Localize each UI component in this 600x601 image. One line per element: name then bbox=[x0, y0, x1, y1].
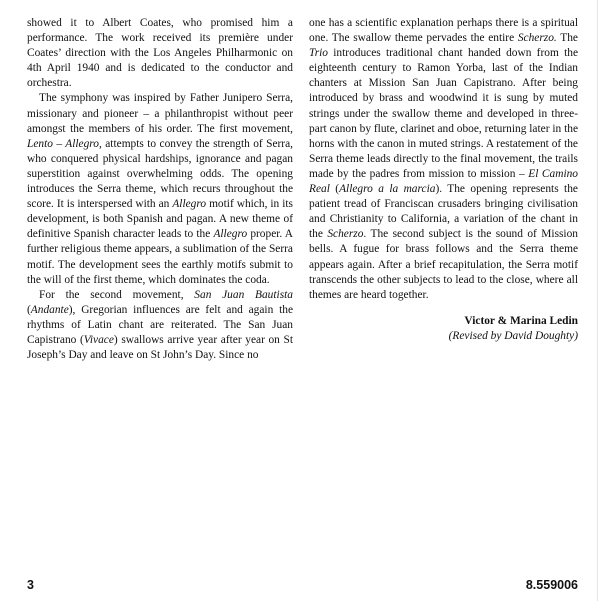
paragraph-text: The bbox=[556, 32, 578, 45]
tempo-term: Vivace bbox=[83, 333, 114, 346]
tempo-term: Andante bbox=[30, 303, 69, 316]
tempo-term: Allegro bbox=[213, 228, 248, 241]
left-text-column bbox=[27, 16, 293, 363]
movement-title: Trio bbox=[309, 47, 328, 60]
movement-title: Lento – Allegro, bbox=[27, 137, 102, 150]
paragraph-scherzo-finale bbox=[309, 16, 578, 303]
movement-title: Scherzo. bbox=[517, 32, 557, 45]
movement-title: El Camino Real bbox=[309, 167, 578, 196]
revision-credit: (Revised by David Doughty) bbox=[448, 329, 578, 342]
movement-title: San Juan Bautista bbox=[194, 288, 293, 301]
paragraph-text: For the second movement, bbox=[39, 288, 195, 301]
page-number: 3 bbox=[27, 578, 34, 592]
tempo-term: Allegro a la marcia bbox=[339, 183, 436, 196]
paragraph-text: motif which, in its development, is both Spanish and pagan. A new theme of definitive Spanish character leads to the bbox=[27, 198, 293, 241]
paragraph-text: ). The opening represents the patient tread of Franciscan crusaders bringing civilisation and Christianity to California, a variation of the chant in the bbox=[309, 183, 578, 241]
catalogue-number: 8.559006 bbox=[525, 578, 578, 592]
paragraph-text: introduces traditional chant handed down from the eighteenth century to Ramon Yorba, last of the Indian chanters at Mission San Juan Capistrano. After being introduced by brass and woodwind it is sung by muted strings under the swallow theme and developed in three-part canon by flute, clarinet and oboe, returning later in the horns with the canon in muted strings. A restatement of the Serra theme leads directly to the final movement, the trails made by the padres from mission to mission – bbox=[309, 47, 578, 180]
paragraph-text: one has a scientific explanation perhaps there is a spiritual one. The swallow theme pervades the entire bbox=[309, 17, 578, 45]
paragraph-text: attempts to convey the strength of Serra, who conquered physical hardships, ignorance and pagan superstition against overwhelming odds. The opening introduces the Serra theme, which recurs throughout the score. It is interspersed with an bbox=[27, 137, 293, 211]
page-edge-divider bbox=[597, 0, 598, 601]
movement-title: Scherzo bbox=[327, 228, 364, 241]
tempo-term: Allegro bbox=[172, 198, 207, 211]
author-name: Victor & Marina Ledin bbox=[464, 314, 578, 327]
author-signature bbox=[309, 314, 578, 344]
paragraph-second-movement bbox=[27, 288, 293, 363]
paragraph-text: proper. A further religious theme appears, a sublimation of the Serra motif. The development sees the earthly motifs submit to the will of the first theme, which dominates the coda. bbox=[27, 228, 293, 286]
paragraph-text: The symphony was inspired by Father Junipero Serra, missionary and pioneer – a philanthropist without peer amongst the members of his order. The first movement, bbox=[27, 92, 293, 135]
paragraph-text: ) swallows arrive year after year on St Joseph’s Day and leave on St John’s Day. Since no bbox=[27, 333, 293, 362]
paragraph-text: ( bbox=[27, 303, 31, 316]
paragraph-text: showed it to Albert Coates, who promised him a performance. The work received its première under Coates’ direction with the Los Angeles Philharmonic on 4th April 1940 and is dedicated to the conductor and orchestra. bbox=[27, 17, 293, 90]
paragraph-symphony-inspiration bbox=[27, 91, 293, 287]
paragraph-text: . The second subject is the sound of Mission bells. A fugue for brass follows and the Serra theme appears again. After a brief recapitulation, the Serra motif transcends the other subjects to lead to the close, where all themes are heard together. bbox=[309, 228, 578, 301]
paragraph-text: ), Gregorian influences are felt and again the rhythms of Latin chant are reiterated. The San Juan Capistrano ( bbox=[27, 303, 293, 346]
paragraph-premiere bbox=[27, 16, 293, 91]
paragraph-text: ( bbox=[329, 183, 340, 196]
right-text-column bbox=[309, 16, 578, 344]
